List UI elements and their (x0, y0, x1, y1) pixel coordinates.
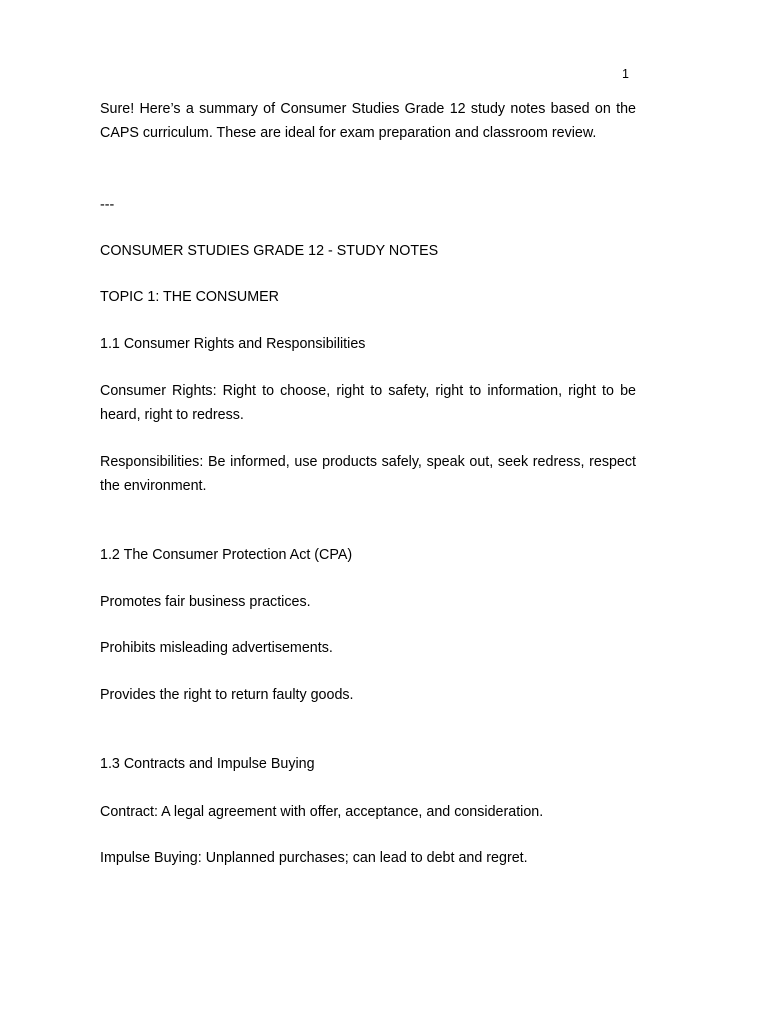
intro-paragraph: Sure! Here’s a summary of Consumer Studies Grade 12 study notes based on the CAPS curriculum. These are ideal for exam preparation and classroom review. (100, 101, 636, 141)
page-number: 1 (622, 67, 629, 81)
responsibilities-paragraph: Responsibilities: Be informed, use products safely, speak out, seek redress, respect the environment. (100, 454, 636, 494)
cpa-point: Prohibits misleading advertisements. (100, 640, 333, 656)
document-title: CONSUMER STUDIES GRADE 12 - STUDY NOTES (100, 243, 439, 259)
cpa-point: Provides the right to return faulty goods. (100, 687, 354, 703)
topic-heading: TOPIC 1: THE CONSUMER (100, 289, 280, 305)
section-heading: 1.1 Consumer Rights and Responsibilities (100, 336, 366, 352)
cpa-point: Promotes fair business practices. (100, 594, 311, 610)
section-heading: 1.3 Contracts and Impulse Buying (100, 756, 315, 772)
contract-paragraph: Contract: A legal agreement with offer, acceptance, and consideration. (100, 804, 544, 820)
impulse-buying-paragraph: Impulse Buying: Unplanned purchases; can lead to debt and regret. (100, 850, 528, 866)
separator: --- (100, 197, 115, 213)
section-heading: 1.2 The Consumer Protection Act (CPA) (100, 547, 353, 563)
consumer-rights-paragraph: Consumer Rights: Right to choose, right to safety, right to information, right to be heard, right to redress. (100, 383, 636, 423)
